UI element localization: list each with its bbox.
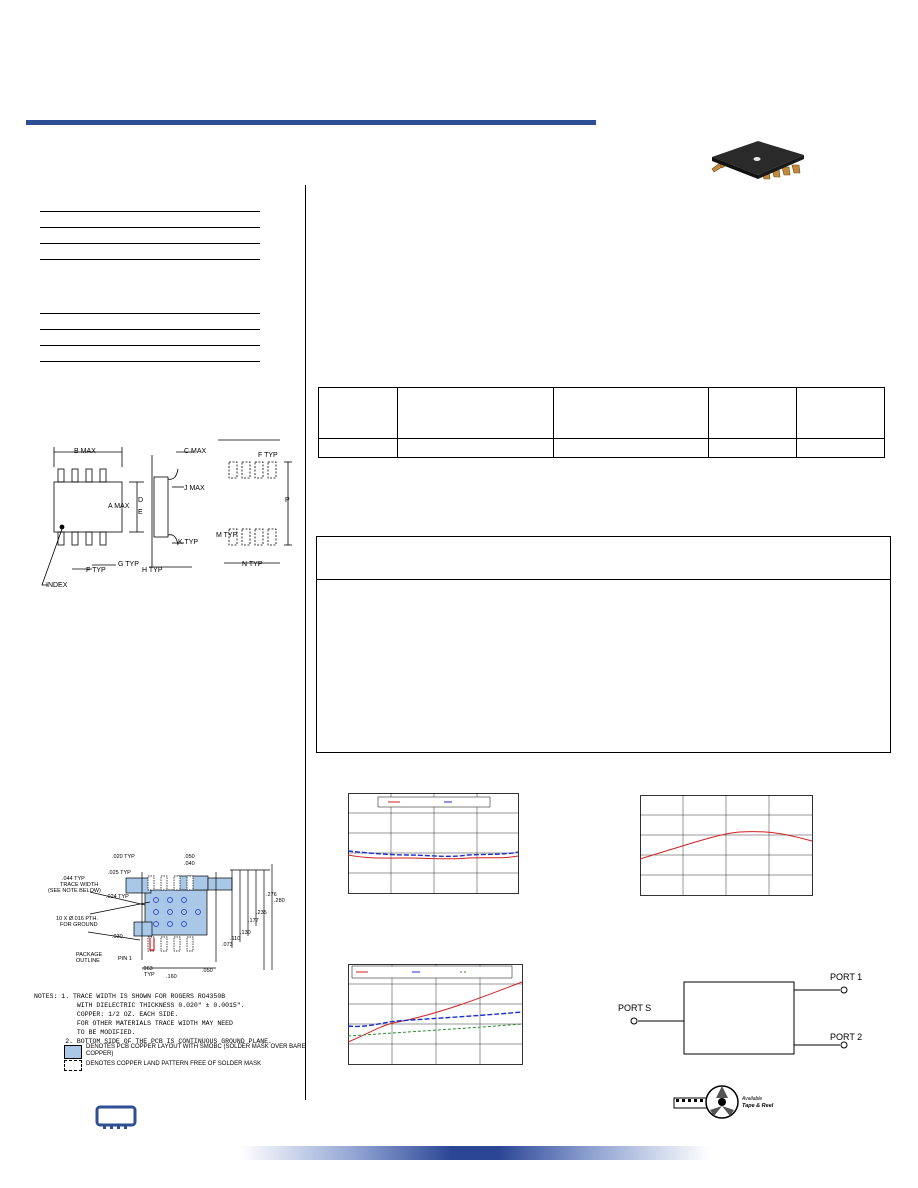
port-1-label: PORT 1 <box>830 972 863 982</box>
dim-f-typ-bottom: F TYP <box>86 567 106 574</box>
dim-c-max: C MAX <box>184 448 207 455</box>
footer-band <box>240 1146 710 1160</box>
legend-swatch-land <box>64 1060 82 1071</box>
pcb-pin1: PIN 1 <box>118 956 132 962</box>
pcb-see-note: (SEE NOTE BELOW) <box>48 888 101 894</box>
outline-drawing <box>34 437 304 597</box>
chip-icon <box>95 1105 137 1129</box>
dim-n-typ: N TYP <box>242 561 263 568</box>
pcb-pth-note: 10 X Ø.016 PTH. <box>56 916 98 922</box>
dim-j-max: J MAX <box>184 485 205 492</box>
pcb-dim-276: .276 <box>266 892 277 898</box>
legend-land-text: DENOTES COPPER LAND PATTERN FREE OF SOLDER MASK <box>86 1061 262 1067</box>
dim-a-max: A MAX <box>108 503 130 510</box>
performance-graph-2 <box>640 795 814 897</box>
pcb-dim-025-typ: .025 TYP <box>108 870 131 876</box>
header-rule <box>26 120 596 125</box>
legend-swatch-copper <box>64 1045 82 1059</box>
dim-d: D <box>138 497 144 504</box>
pcb-for-ground: FOR GROUND <box>60 922 98 928</box>
pcb-dim-030: .030 <box>112 934 123 940</box>
dim-k-typ: K TYP <box>178 539 199 546</box>
pcb-dim-050-b: .050 <box>202 968 213 974</box>
pcb-dim-050: .050 <box>184 854 195 860</box>
port-2-label: PORT 2 <box>830 1032 863 1042</box>
dim-index: INDEX <box>46 582 68 589</box>
pcb-dim-044-typ: .044 TYP <box>62 876 85 882</box>
performance-graph-3 <box>348 964 524 1066</box>
pcb-trace-width: TRACE WIDTH <box>60 882 99 888</box>
pcb-layout-drawing <box>30 850 300 980</box>
pcb-dim-073: .073 <box>222 942 233 948</box>
pcb-dim-177: .177 <box>248 918 259 924</box>
pcb-dim-130: .130 <box>240 930 251 936</box>
tape-reel-logo <box>672 1082 782 1122</box>
performance-graph-1 <box>348 793 520 895</box>
pcb-notes: NOTES: 1. TRACE WIDTH IS SHOWN FOR ROGERS RO4350B WITH DIELECTRIC THICKNESS 0.020" ± 0.0015". COPPER: 1/2 OZ. EACH SIDE. FOR OTHER MATERIALS TRACE WIDTH MAY NEED TO BE MODIFIED. 2. BOTTOM SIDE OF THE PCB IS CONTINUOUS GROUND PLANE. <box>34 993 272 1045</box>
dim-f-typ: F TYP <box>258 452 278 459</box>
pcb-dim-020-typ: .020 TYP <box>112 854 135 860</box>
pcb-dim-040: .040 <box>184 861 195 867</box>
legend-copper-text: DENOTES PCB COPPER LAYOUT WITH SMOBC (SOLDER MASK OVER BARE COPPER) <box>86 1044 306 1057</box>
dim-h-typ: H TYP <box>142 567 163 574</box>
pcb-dim-024-typ: .024 TYP <box>106 894 129 900</box>
dim-m-typ: M TYP <box>216 532 238 539</box>
dim-b-max: B MAX <box>74 448 96 455</box>
column-divider <box>305 185 306 1100</box>
dim-g-typ: G TYP <box>118 561 139 568</box>
pcb-dim-235: .235 <box>256 910 267 916</box>
pcb-package: PACKAGE <box>76 952 103 958</box>
pcb-dim-110: .110 <box>230 936 241 942</box>
pcb-dim-160: .160 <box>166 974 177 980</box>
tape-reel-text-1: Available <box>742 1096 763 1102</box>
pcb-dim-typ: TYP <box>144 972 155 978</box>
pcb-dim-063: .063 <box>142 966 153 972</box>
tape-reel-text-2: Tape & Reel <box>742 1103 774 1109</box>
dim-e: E <box>138 509 143 516</box>
pcb-outline: OUTLINE <box>76 958 100 964</box>
package-photo <box>700 135 810 190</box>
pcb-dim-280: .280 <box>274 898 285 904</box>
dim-p: P <box>285 497 290 504</box>
schematic-diagram <box>610 970 870 1060</box>
port-s-label: PORT S <box>618 1003 652 1013</box>
